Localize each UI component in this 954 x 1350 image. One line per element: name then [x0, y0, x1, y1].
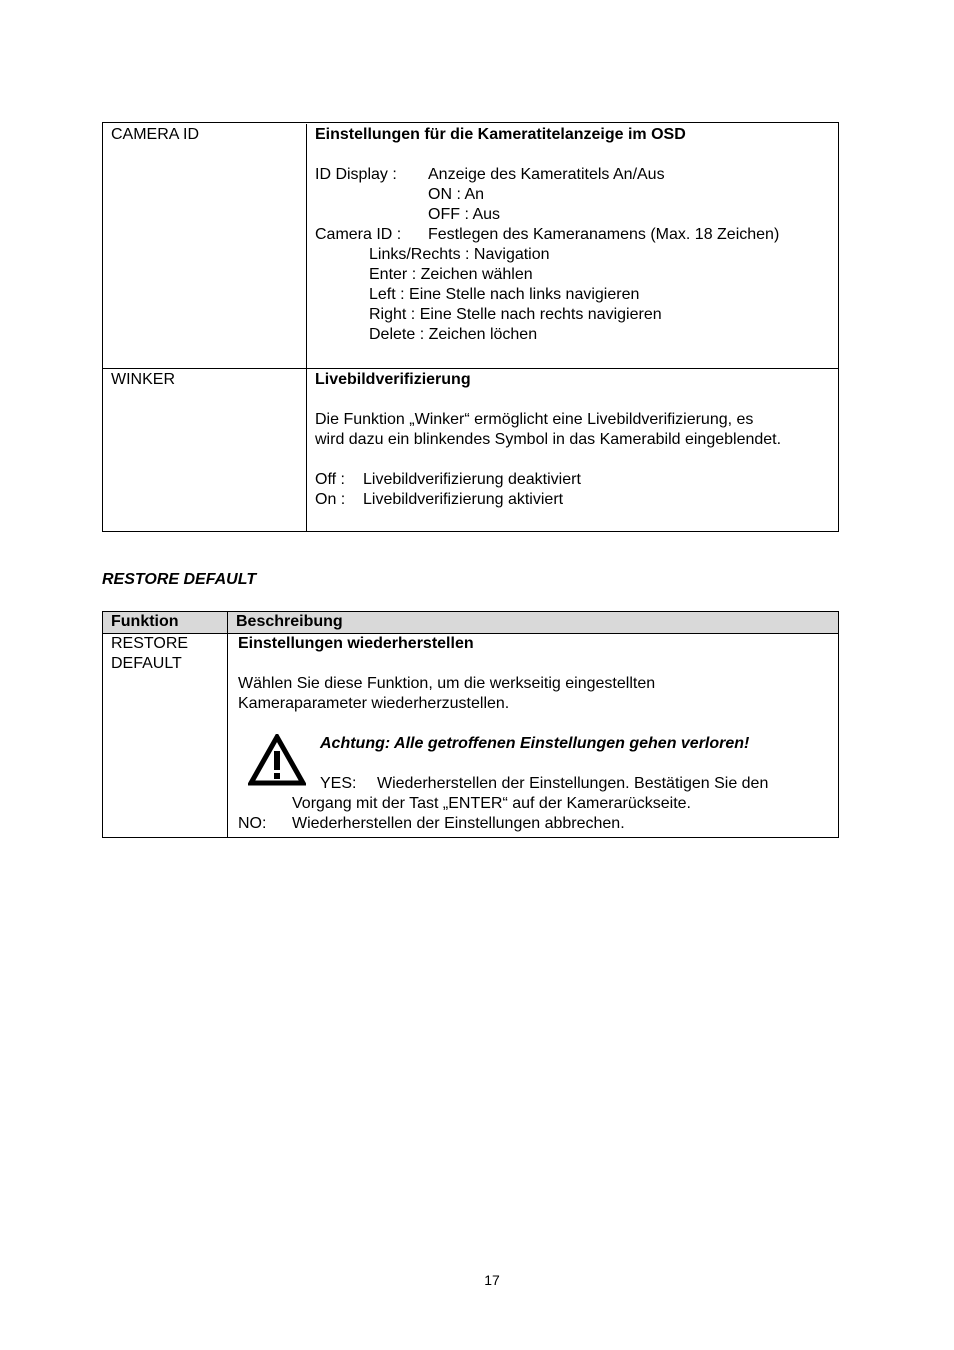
section-heading: RESTORE DEFAULT: [102, 571, 257, 588]
id-display-value: Anzeige des Kameratitels An/Aus: [428, 166, 665, 183]
no-value: Wiederherstellen der Einstellungen abbrechen.: [292, 815, 625, 832]
winker-desc-line1: Die Funktion „Winker“ ermöglicht eine Livebildverifizierung, es: [315, 411, 754, 428]
on-value: Livebildverifizierung aktiviert: [363, 491, 564, 508]
no-key: NO:: [238, 815, 267, 832]
enter-line: Enter : Zeichen wählen: [369, 266, 533, 283]
nav-line: Links/Rechts : Navigation: [369, 246, 550, 263]
off-key: Off :: [315, 471, 345, 488]
on-option: ON : An: [428, 186, 485, 203]
yes-key: YES:: [320, 775, 357, 792]
row-title: Einstellungen wiederherstellen: [238, 635, 474, 652]
camera-id-key: Camera ID :: [315, 226, 402, 243]
row-label: CAMERA ID: [103, 124, 307, 368]
table-header: [103, 612, 838, 634]
delete-line: Delete : Zeichen löchen: [369, 326, 538, 343]
row-label-line2: DEFAULT: [111, 655, 182, 672]
row-description: [307, 124, 838, 368]
camera-id-value: Festlegen des Kameranamens (Max. 18 Zeichen): [428, 226, 780, 243]
row-description: [307, 369, 838, 531]
warning-text: Achtung: Alle getroffenen Einstellungen gehen verloren!: [320, 735, 750, 752]
settings-table: [102, 122, 839, 532]
winker-desc-line2: wird dazu ein blinkendes Symbol in das Kamerabild eingeblendet.: [315, 431, 782, 448]
row-label: WINKER: [103, 369, 307, 531]
table-row-winker: [103, 369, 838, 531]
off-option: OFF : Aus: [428, 206, 501, 223]
yes-continuation: Vorgang mit der Tast „ENTER“ auf der Kamerarückseite.: [292, 795, 691, 812]
column-header-description: Beschreibung: [236, 613, 343, 630]
row-label-line1: RESTORE: [111, 635, 189, 652]
row-label: [103, 634, 228, 837]
yes-value: Wiederherstellen der Einstellungen. Bestätigen Sie den: [377, 775, 769, 792]
column-header-function: Funktion: [103, 612, 228, 633]
page-number: 17: [484, 1272, 500, 1288]
warning-triangle-icon: [248, 734, 306, 786]
table-row-restore: [103, 634, 838, 837]
table-row-camera-id: [103, 123, 838, 369]
on-key: On :: [315, 491, 346, 508]
restore-table: [102, 611, 839, 838]
off-value: Livebildverifizierung deaktiviert: [363, 471, 581, 488]
row-description: [228, 634, 838, 837]
row-title: Livebildverifizierung: [315, 371, 471, 388]
id-display-key: ID Display :: [315, 166, 397, 183]
restore-desc-line2: Kameraparameter wiederherzustellen.: [238, 695, 510, 712]
restore-desc-line1: Wählen Sie diese Funktion, um die werkseitig eingestellten: [238, 675, 656, 692]
right-line: Right : Eine Stelle nach rechts navigieren: [369, 306, 662, 323]
row-title: Einstellungen für die Kameratitelanzeige im OSD: [315, 126, 686, 143]
warning-block: [238, 734, 828, 794]
left-line: Left : Eine Stelle nach links navigieren: [369, 286, 640, 303]
